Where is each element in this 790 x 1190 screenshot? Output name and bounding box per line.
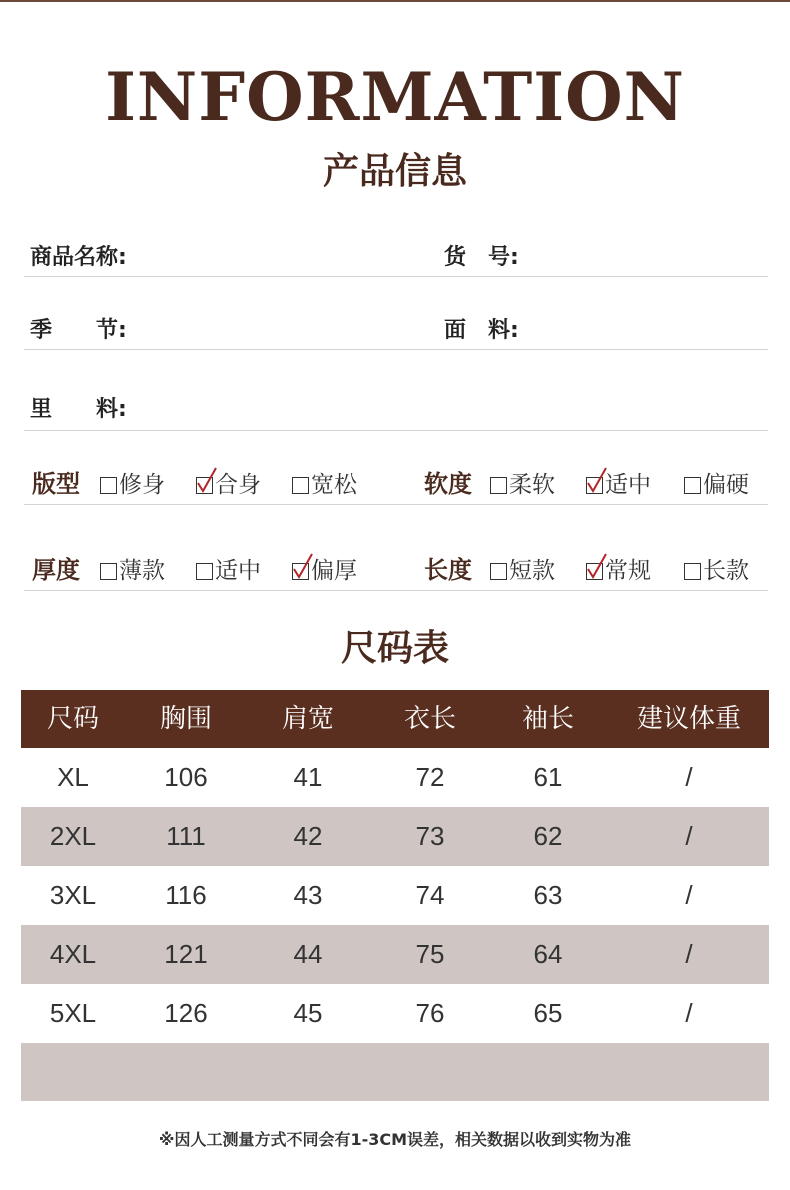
header-cell: 肩宽 bbox=[281, 704, 334, 734]
checkbox-icon bbox=[292, 563, 309, 580]
table-body bbox=[21, 748, 769, 1043]
table-cell: 121 bbox=[164, 939, 208, 969]
table-row bbox=[21, 866, 769, 925]
product-name-label: 商品名称: bbox=[30, 245, 127, 270]
table-cell: 43 bbox=[293, 880, 323, 910]
header-cell: 袖长 bbox=[521, 704, 574, 734]
softness-option-1[interactable]: 适中 bbox=[586, 466, 651, 499]
checkbox-icon bbox=[196, 563, 213, 580]
header-cell: 尺码 bbox=[46, 704, 99, 734]
table-cell: 2XL bbox=[49, 821, 97, 851]
size-table-title: 尺码表 bbox=[340, 628, 449, 669]
table-cell: 75 bbox=[415, 939, 445, 969]
checkmark-icon bbox=[586, 552, 608, 580]
length-option-1[interactable]: 常规 bbox=[586, 552, 651, 585]
table-cell: 63 bbox=[533, 880, 563, 910]
table-empty-row bbox=[21, 1043, 769, 1101]
table-cell: 4XL bbox=[49, 939, 97, 969]
option-row-1 bbox=[24, 452, 768, 505]
checkbox-icon bbox=[100, 563, 117, 580]
table-cell: / bbox=[685, 762, 693, 792]
thickness-label: 厚度 bbox=[32, 556, 80, 584]
table-row bbox=[21, 925, 769, 984]
table-cell: / bbox=[685, 939, 693, 969]
table-cell: 126 bbox=[164, 998, 208, 1028]
checkbox-icon bbox=[100, 477, 117, 494]
table-cell: 42 bbox=[293, 821, 323, 851]
page-title-en: INFORMATION bbox=[105, 58, 685, 136]
measurement-footnote: ※因人工测量方式不同会有1-3CM误差，相关数据以收到实物为准 bbox=[158, 1130, 632, 1149]
lining-label: 里 料: bbox=[30, 397, 127, 422]
table-cell: 41 bbox=[293, 762, 323, 792]
checkbox-icon bbox=[684, 477, 701, 494]
checkmark-icon bbox=[586, 466, 608, 494]
table-cell: / bbox=[685, 880, 693, 910]
top-divider bbox=[0, 0, 790, 2]
page-title-cn: 产品信息 bbox=[322, 151, 467, 192]
length-option-2[interactable]: 长款 bbox=[684, 552, 749, 585]
table-cell: 111 bbox=[166, 821, 206, 851]
checkmark-icon bbox=[292, 552, 314, 580]
option-row-2 bbox=[24, 538, 768, 591]
thickness-option-0[interactable]: 薄款 bbox=[100, 552, 165, 585]
checkbox-icon bbox=[292, 477, 309, 494]
season-label: 季 节: bbox=[30, 318, 127, 343]
table-row bbox=[21, 984, 769, 1043]
header-cell: 建议体重 bbox=[636, 704, 741, 734]
table-row bbox=[21, 807, 769, 866]
checkbox-icon bbox=[684, 563, 701, 580]
table-cell: XL bbox=[57, 762, 89, 792]
length-option-0[interactable]: 短款 bbox=[490, 552, 555, 585]
table-cell: 65 bbox=[533, 998, 563, 1028]
table-cell: 116 bbox=[165, 880, 207, 910]
table-cell: 5XL bbox=[49, 998, 97, 1028]
fabric-label: 面 料: bbox=[444, 318, 519, 343]
table-cell: 106 bbox=[164, 762, 208, 792]
fit-option-0[interactable]: 修身 bbox=[100, 466, 165, 499]
info-row-3 bbox=[24, 350, 768, 431]
checkbox-icon bbox=[490, 477, 507, 494]
checkbox-icon bbox=[586, 477, 603, 494]
table-cell: 72 bbox=[415, 762, 445, 792]
item-no-label: 货 号: bbox=[444, 245, 519, 270]
fit-option-1[interactable]: 合身 bbox=[196, 466, 261, 499]
length-label: 长度 bbox=[424, 556, 472, 584]
table-cell: 44 bbox=[293, 939, 323, 969]
table-cell: 64 bbox=[533, 939, 563, 969]
table-cell: 62 bbox=[533, 821, 563, 851]
table-cell: / bbox=[685, 998, 693, 1028]
thickness-option-2[interactable]: 偏厚 bbox=[292, 552, 357, 585]
table-row bbox=[21, 748, 769, 807]
softness-label: 软度 bbox=[424, 470, 472, 498]
header-cell: 胸围 bbox=[159, 704, 212, 734]
fit-label: 版型 bbox=[32, 470, 80, 498]
table-cell: 45 bbox=[293, 998, 323, 1028]
table-header bbox=[21, 690, 769, 748]
softness-option-0[interactable]: 柔软 bbox=[490, 466, 555, 499]
checkbox-icon bbox=[490, 563, 507, 580]
header-cell: 衣长 bbox=[403, 704, 456, 734]
table-cell: / bbox=[685, 821, 693, 851]
table-cell: 3XL bbox=[49, 880, 97, 910]
thickness-option-1[interactable]: 适中 bbox=[196, 552, 261, 585]
info-row-1 bbox=[24, 232, 768, 277]
softness-option-2[interactable]: 偏硬 bbox=[684, 466, 749, 499]
checkbox-icon bbox=[586, 563, 603, 580]
table-cell: 74 bbox=[415, 880, 445, 910]
size-table bbox=[21, 690, 769, 1101]
info-row-2 bbox=[24, 277, 768, 350]
table-cell: 76 bbox=[415, 998, 445, 1028]
table-cell: 61 bbox=[533, 762, 563, 792]
checkmark-icon bbox=[196, 466, 218, 494]
table-cell: 73 bbox=[415, 821, 445, 851]
fit-option-2[interactable]: 宽松 bbox=[292, 466, 357, 499]
checkbox-icon bbox=[196, 477, 213, 494]
